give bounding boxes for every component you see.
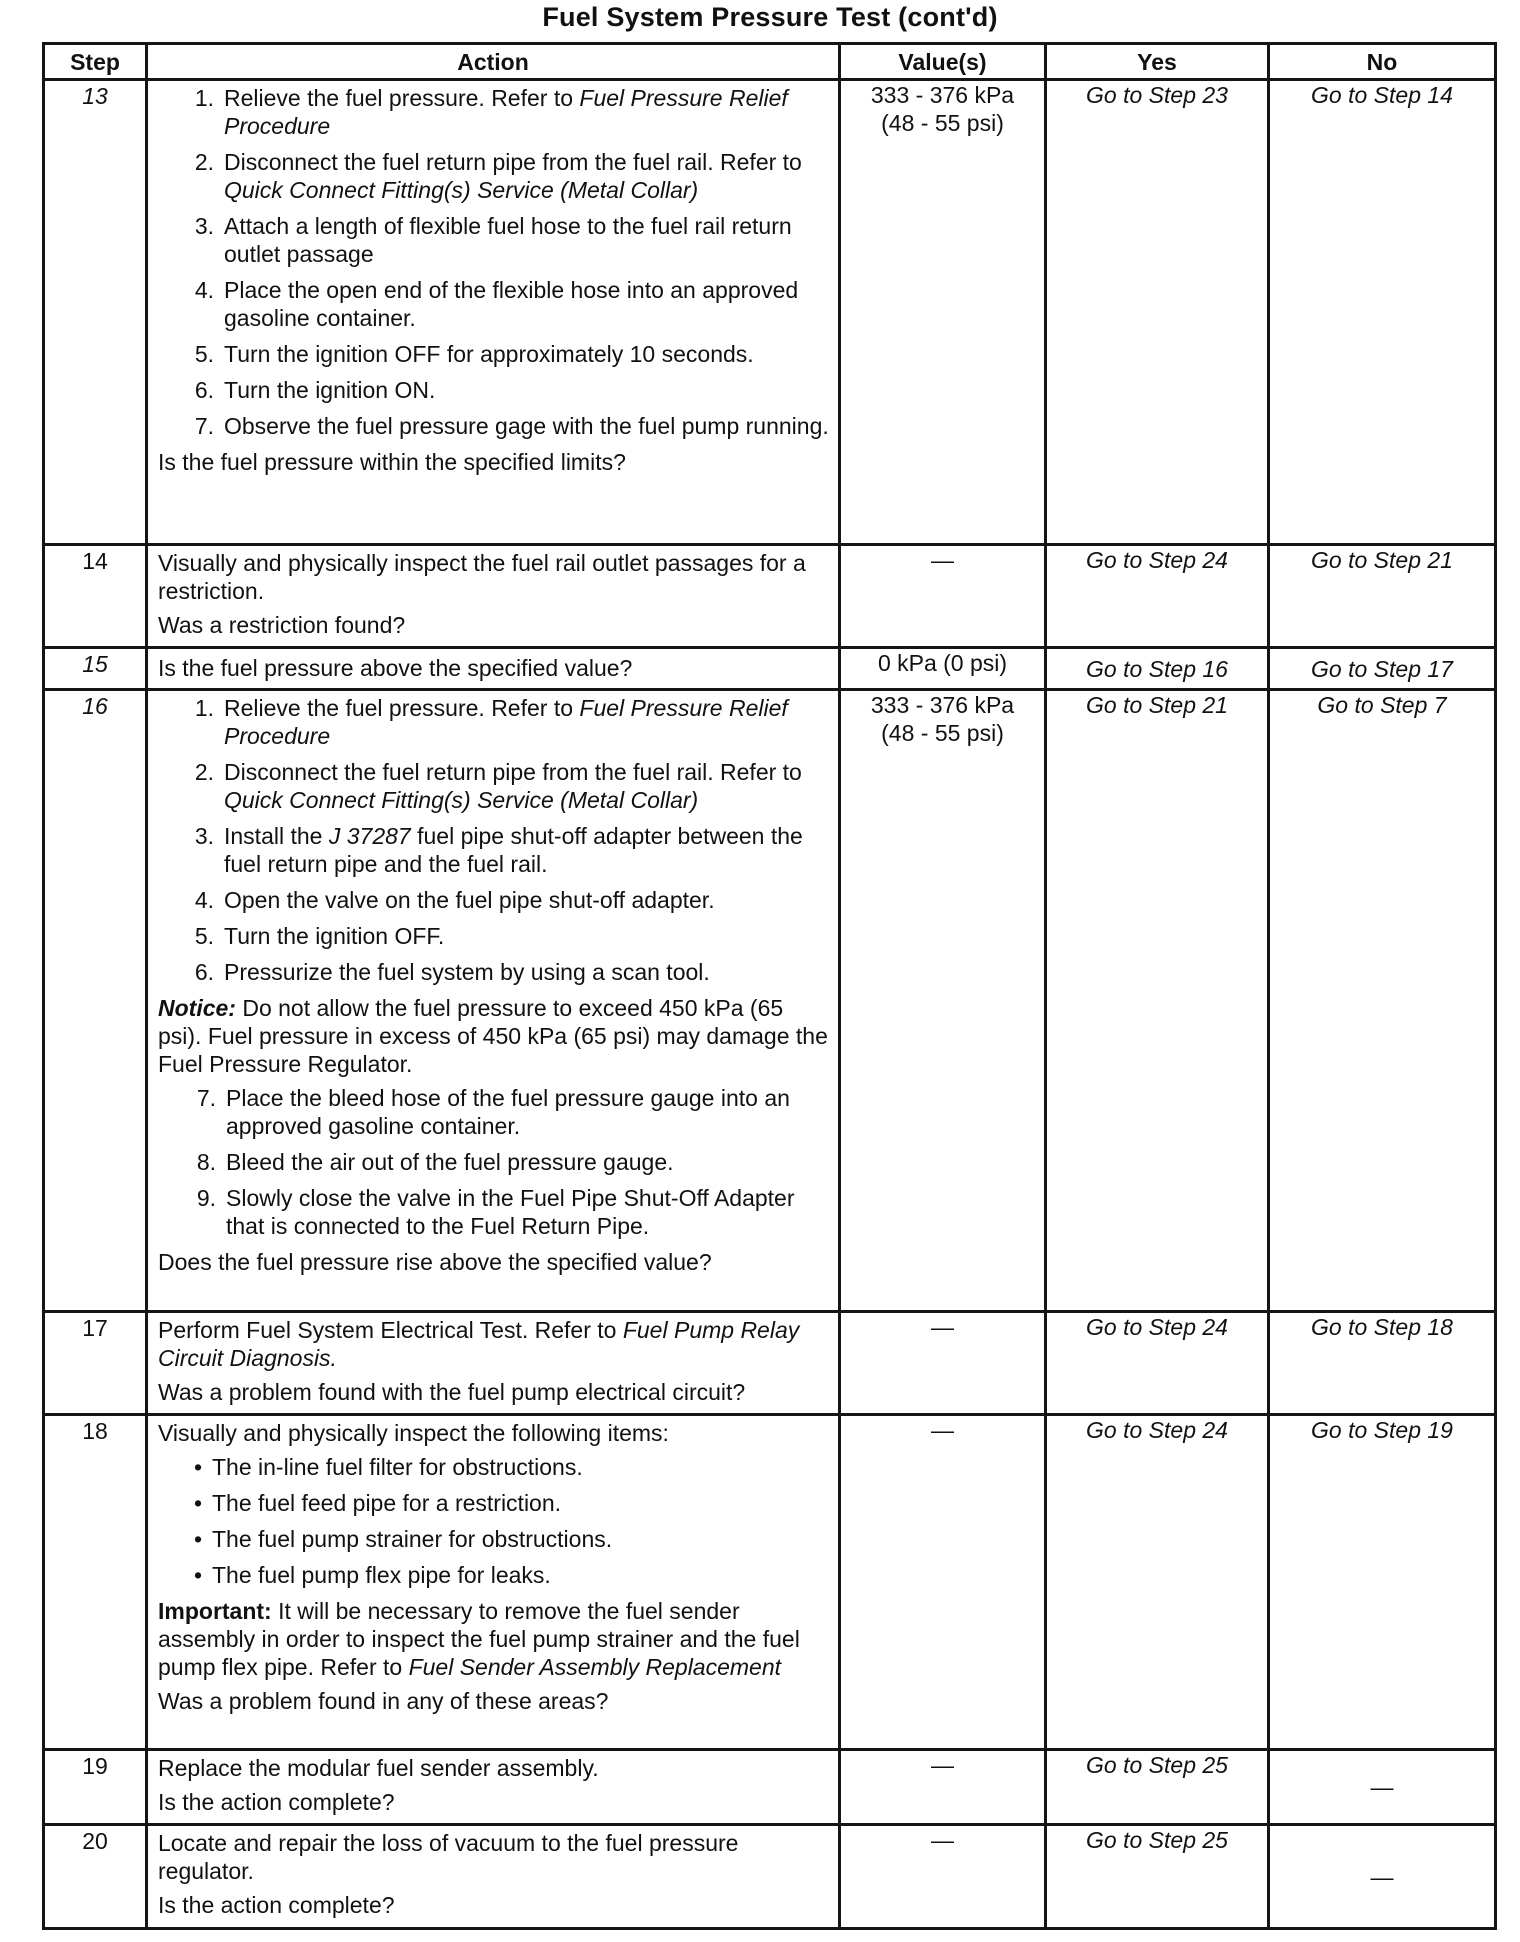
procedure-item: 6. Turn the ignition ON. <box>194 377 436 403</box>
yes-link[interactable]: Go to Step 25 <box>1046 1750 1269 1825</box>
step-question: Does the fuel pressure rise above the specified value? <box>158 1249 712 1275</box>
procedure-item: 6. Pressurize the fuel system by using a scan tool. <box>194 959 710 985</box>
procedure-list <box>158 84 830 440</box>
value-cell: — <box>840 1415 1046 1750</box>
header-yes: Yes <box>1046 44 1269 80</box>
header-no: No <box>1269 44 1496 80</box>
procedure-item: 4. Place the open end of the flexible hose into an approved gasoline container. <box>194 277 799 331</box>
procedure-item: 2. Disconnect the fuel return pipe from the fuel rail. Refer to Quick Connect Fitting(s) Service (Metal Collar) <box>194 759 802 813</box>
procedure-item: 9. Slowly close the valve in the Fuel Pipe Shut-Off Adapter that is connected to the Fuel Return Pipe. <box>196 1185 795 1239</box>
procedure-item: 8. Bleed the air out of the fuel pressure gauge. <box>196 1149 674 1175</box>
inspection-item: • The fuel feed pipe for a restriction. <box>193 1490 562 1516</box>
no-link[interactable]: Go to Step 17 <box>1269 648 1496 690</box>
diagnostic-table <box>42 42 1497 1930</box>
value-cell: — <box>840 1750 1046 1825</box>
step-question: Is the action complete? <box>158 1892 395 1918</box>
header-step: Step <box>44 44 147 80</box>
procedure-item: 1. Relieve the fuel pressure. Refer to Fuel Pressure Relief Procedure <box>194 85 788 139</box>
value-cell: — <box>840 1312 1046 1415</box>
action-cell <box>147 80 840 545</box>
step-question: Was a problem found in any of these areas? <box>158 1688 609 1714</box>
procedure-list <box>158 694 830 986</box>
page-title: Fuel System Pressure Test (cont'd) <box>542 2 998 32</box>
yes-link[interactable]: Go to Step 21 <box>1046 690 1269 1312</box>
step-18-row <box>44 1415 1496 1750</box>
step-17-row <box>44 1312 1496 1415</box>
step-question: Was a problem found with the fuel pump electrical circuit? <box>158 1379 746 1405</box>
action-cell: Replace the modular fuel sender assembly. Is the action complete? <box>147 1750 840 1825</box>
step-13-row <box>44 80 1496 545</box>
step-20-row <box>44 1825 1496 1929</box>
procedure-item: 4. Open the valve on the fuel pipe shut-off adapter. <box>194 887 715 913</box>
procedure-list <box>158 1084 830 1240</box>
no-link[interactable]: Go to Step 21 <box>1269 545 1496 648</box>
yes-link[interactable]: Go to Step 16 <box>1046 648 1269 690</box>
value-cell: 333 - 376 kPa (48 - 55 psi) <box>840 80 1046 545</box>
header-values: Value(s) <box>840 44 1046 80</box>
action-cell: Visually and physically inspect the following items: • The in-line fuel filter for obstructions. • The fuel feed pipe for a restriction. • The fuel pump strainer for obstructions. • The fuel pump flex pipe for leaks. Important: It will be necessary to remove the fuel sender assembly in order to inspect the fuel pump strainer and the fuel pump flex pipe. Refer to Fuel Sender Assembly Replacement Was a problem found in any of these areas? <box>147 1415 840 1750</box>
procedure-item: 7. Observe the fuel pressure gage with the fuel pump running. <box>194 413 829 439</box>
no-link[interactable]: Go to Step 18 <box>1269 1312 1496 1415</box>
yes-link[interactable]: Go to Step 24 <box>1046 1312 1269 1415</box>
step-19-row <box>44 1750 1496 1825</box>
step-number: 13 <box>44 80 147 545</box>
step-number: 16 <box>44 690 147 1312</box>
no-cell: — <box>1269 1750 1496 1825</box>
step-15-row <box>44 648 1496 690</box>
step-question: Was a restriction found? <box>158 612 406 638</box>
inspection-item: • The in-line fuel filter for obstructions. <box>193 1454 583 1480</box>
step-number: 15 <box>44 648 147 690</box>
no-link[interactable]: Go to Step 14 <box>1269 80 1496 545</box>
yes-link[interactable]: Go to Step 24 <box>1046 1415 1269 1750</box>
inspection-item: • The fuel pump flex pipe for leaks. <box>193 1562 551 1588</box>
procedure-item: 3. Attach a length of flexible fuel hose to the fuel rail return outlet passage <box>194 213 792 267</box>
important-note: Important: It will be necessary to remove the fuel sender assembly in order to inspect the fuel pump strainer and the fuel pump flex pipe. Refer to Fuel Sender Assembly Replacement <box>158 1598 800 1680</box>
value-cell: — <box>840 1825 1046 1929</box>
procedure-item: 7. Place the bleed hose of the fuel pressure gauge into an approved gasoline container. <box>196 1085 790 1139</box>
action-cell: Visually and physically inspect the fuel rail outlet passages for a restriction. Was a restriction found? <box>147 545 840 648</box>
procedure-item: 1. Relieve the fuel pressure. Refer to Fuel Pressure Relief Procedure <box>194 695 788 749</box>
step-question: Is the action complete? <box>158 1789 395 1815</box>
action-cell <box>147 648 840 690</box>
no-link[interactable]: Go to Step 19 <box>1269 1415 1496 1750</box>
value-cell: — <box>840 545 1046 648</box>
procedure-item: 3. Install the J 37287 fuel pipe shut-off adapter between the fuel return pipe and the fuel rail. <box>194 823 803 877</box>
step-number: 19 <box>44 1750 147 1825</box>
value-cell: 333 - 376 kPa (48 - 55 psi) <box>840 690 1046 1312</box>
procedure-item: 5. Turn the ignition OFF for approximately 10 seconds. <box>194 341 754 367</box>
header-action: Action <box>147 44 840 80</box>
step-number: 14 <box>44 545 147 648</box>
step-number: 20 <box>44 1825 147 1929</box>
inspection-item: • The fuel pump strainer for obstructions. <box>193 1526 613 1552</box>
step-16-row <box>44 690 1496 1312</box>
header-row <box>44 44 1496 80</box>
action-cell: Locate and repair the loss of vacuum to the fuel pressure regulator. Is the action complete? <box>147 1825 840 1929</box>
no-link[interactable]: Go to Step 7 <box>1269 690 1496 1312</box>
step-number: 17 <box>44 1312 147 1415</box>
step-question: Is the fuel pressure above the specified value? <box>158 655 633 681</box>
inspection-list <box>158 1453 830 1589</box>
step-14-row <box>44 545 1496 648</box>
value-cell: 0 kPa (0 psi) <box>840 648 1046 690</box>
no-cell: — <box>1269 1825 1496 1929</box>
notice: Notice: Do not allow the fuel pressure to exceed 450 kPa (65 psi). Fuel pressure in excess of 450 kPa (65 psi) may damage the Fuel Pressure Regulator. <box>158 995 828 1077</box>
yes-link[interactable]: Go to Step 23 <box>1046 80 1269 545</box>
action-cell: Perform Fuel System Electrical Test. Refer to Fuel Pump Relay Circuit Diagnosis. Was a problem found with the fuel pump electrical circuit? <box>147 1312 840 1415</box>
procedure-item: 5. Turn the ignition OFF. <box>194 923 445 949</box>
yes-link[interactable]: Go to Step 24 <box>1046 545 1269 648</box>
yes-link[interactable]: Go to Step 25 <box>1046 1825 1269 1929</box>
procedure-item: 2. Disconnect the fuel return pipe from the fuel rail. Refer to Quick Connect Fitting(s) Service (Metal Collar) <box>194 149 802 203</box>
step-question: Is the fuel pressure within the specified limits? <box>158 449 626 475</box>
action-cell <box>147 690 840 1312</box>
step-number: 18 <box>44 1415 147 1750</box>
